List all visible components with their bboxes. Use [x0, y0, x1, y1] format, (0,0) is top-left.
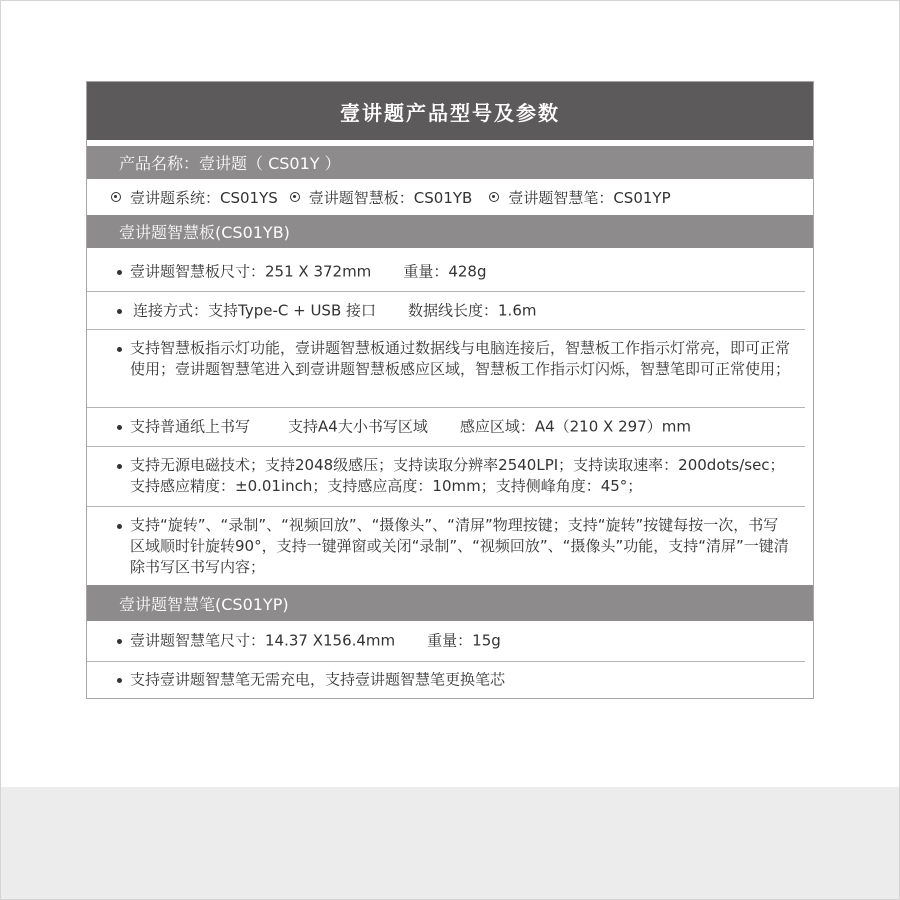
- board-indicator: 支持智慧板指示灯功能，壹讲题智慧板通过数据线与电脑连接后，智慧板工作指示灯常亮，即可正常使用；壹讲题智慧笔进入到壹讲题智慧板感应区域，智慧板工作指示灯闪烁，智慧笔即可正常使用；: [130, 339, 791, 378]
- bullet-icon: [117, 309, 122, 314]
- radio-bullet-icon: [111, 192, 121, 202]
- pen-section-heading: 壹讲题智慧笔(CS01YP): [87, 585, 813, 621]
- pen-size: 壹讲题智慧笔尺寸：14.37 X156.4mm: [130, 631, 396, 650]
- pen-charging-row: [87, 662, 805, 698]
- pen-charging: 支持壹讲题智慧笔无需充电，支持壹讲题智慧笔更换笔芯: [130, 670, 506, 689]
- board-sensing-area: 感应区域：A4（210 X 297）mm: [459, 417, 691, 436]
- board-connection-row: [87, 292, 805, 330]
- radio-bullet-icon: [489, 192, 499, 202]
- bullet-icon: [117, 464, 122, 469]
- spec-table: [86, 81, 814, 699]
- model-label: 壹讲题智慧笔：CS01YP: [508, 188, 671, 207]
- bullet-icon: [117, 270, 122, 275]
- bullet-icon: [117, 639, 122, 644]
- board-cable-length: 数据线长度：1.6m: [408, 301, 537, 319]
- bullet-icon: [117, 347, 122, 352]
- bottom-band: [1, 787, 899, 899]
- board-weight: 重量：428g: [403, 262, 487, 280]
- board-tech: 支持无源电磁技术；支持2048级感压；支持读取分辨率2540LPI；支持读取速率：200dots/sec；支持感应精度：±0.01inch；支持感应高度：10mm；支持侧峰角度：45°；: [130, 456, 785, 495]
- board-paper: 支持普通纸上书写: [130, 417, 251, 436]
- bullet-icon: [117, 524, 122, 529]
- board-writing-row: [87, 408, 805, 447]
- board-indicator-row: [87, 330, 805, 408]
- model-item-board: [290, 187, 473, 208]
- board-section-heading: 壹讲题智慧板(CS01YB): [87, 215, 813, 248]
- model-list: [87, 179, 813, 215]
- board-connection: 连接方式：支持Type-C + USB 接口: [133, 301, 377, 319]
- model-item-system: [111, 187, 278, 208]
- pen-weight: 重量：15g: [427, 631, 501, 650]
- product-name-band: 产品名称：壹讲题（ CS01Y ）: [87, 146, 813, 179]
- board-size-row: [87, 252, 805, 292]
- model-label: 壹讲题智慧板：CS01YB: [308, 188, 473, 207]
- bullet-icon: [117, 425, 122, 430]
- pen-size-row: [87, 621, 805, 662]
- board-a4: 支持A4大小书写区域: [288, 417, 428, 436]
- board-buttons: 支持“旋转”、“录制”、“视频回放”、“摄像头”、“清屏”物理按键；支持“旋转”按键每按一次，书写区域顺时针旋转90°，支持一键弹窗或关闭“录制”、“视频回放”、“摄像头”功能，支持“清屏”一键清除书写区书写内容；: [130, 516, 789, 576]
- radio-bullet-icon: [290, 192, 300, 202]
- model-label: 壹讲题系统：CS01YS: [130, 188, 278, 207]
- board-tech-row: [87, 447, 805, 507]
- bullet-icon: [117, 678, 122, 683]
- page-title: 壹讲题产品型号及参数: [87, 82, 813, 140]
- model-item-pen: [489, 187, 670, 208]
- board-size: 壹讲题智慧板尺寸：251 X 372mm: [130, 262, 372, 280]
- board-buttons-row: [87, 507, 805, 585]
